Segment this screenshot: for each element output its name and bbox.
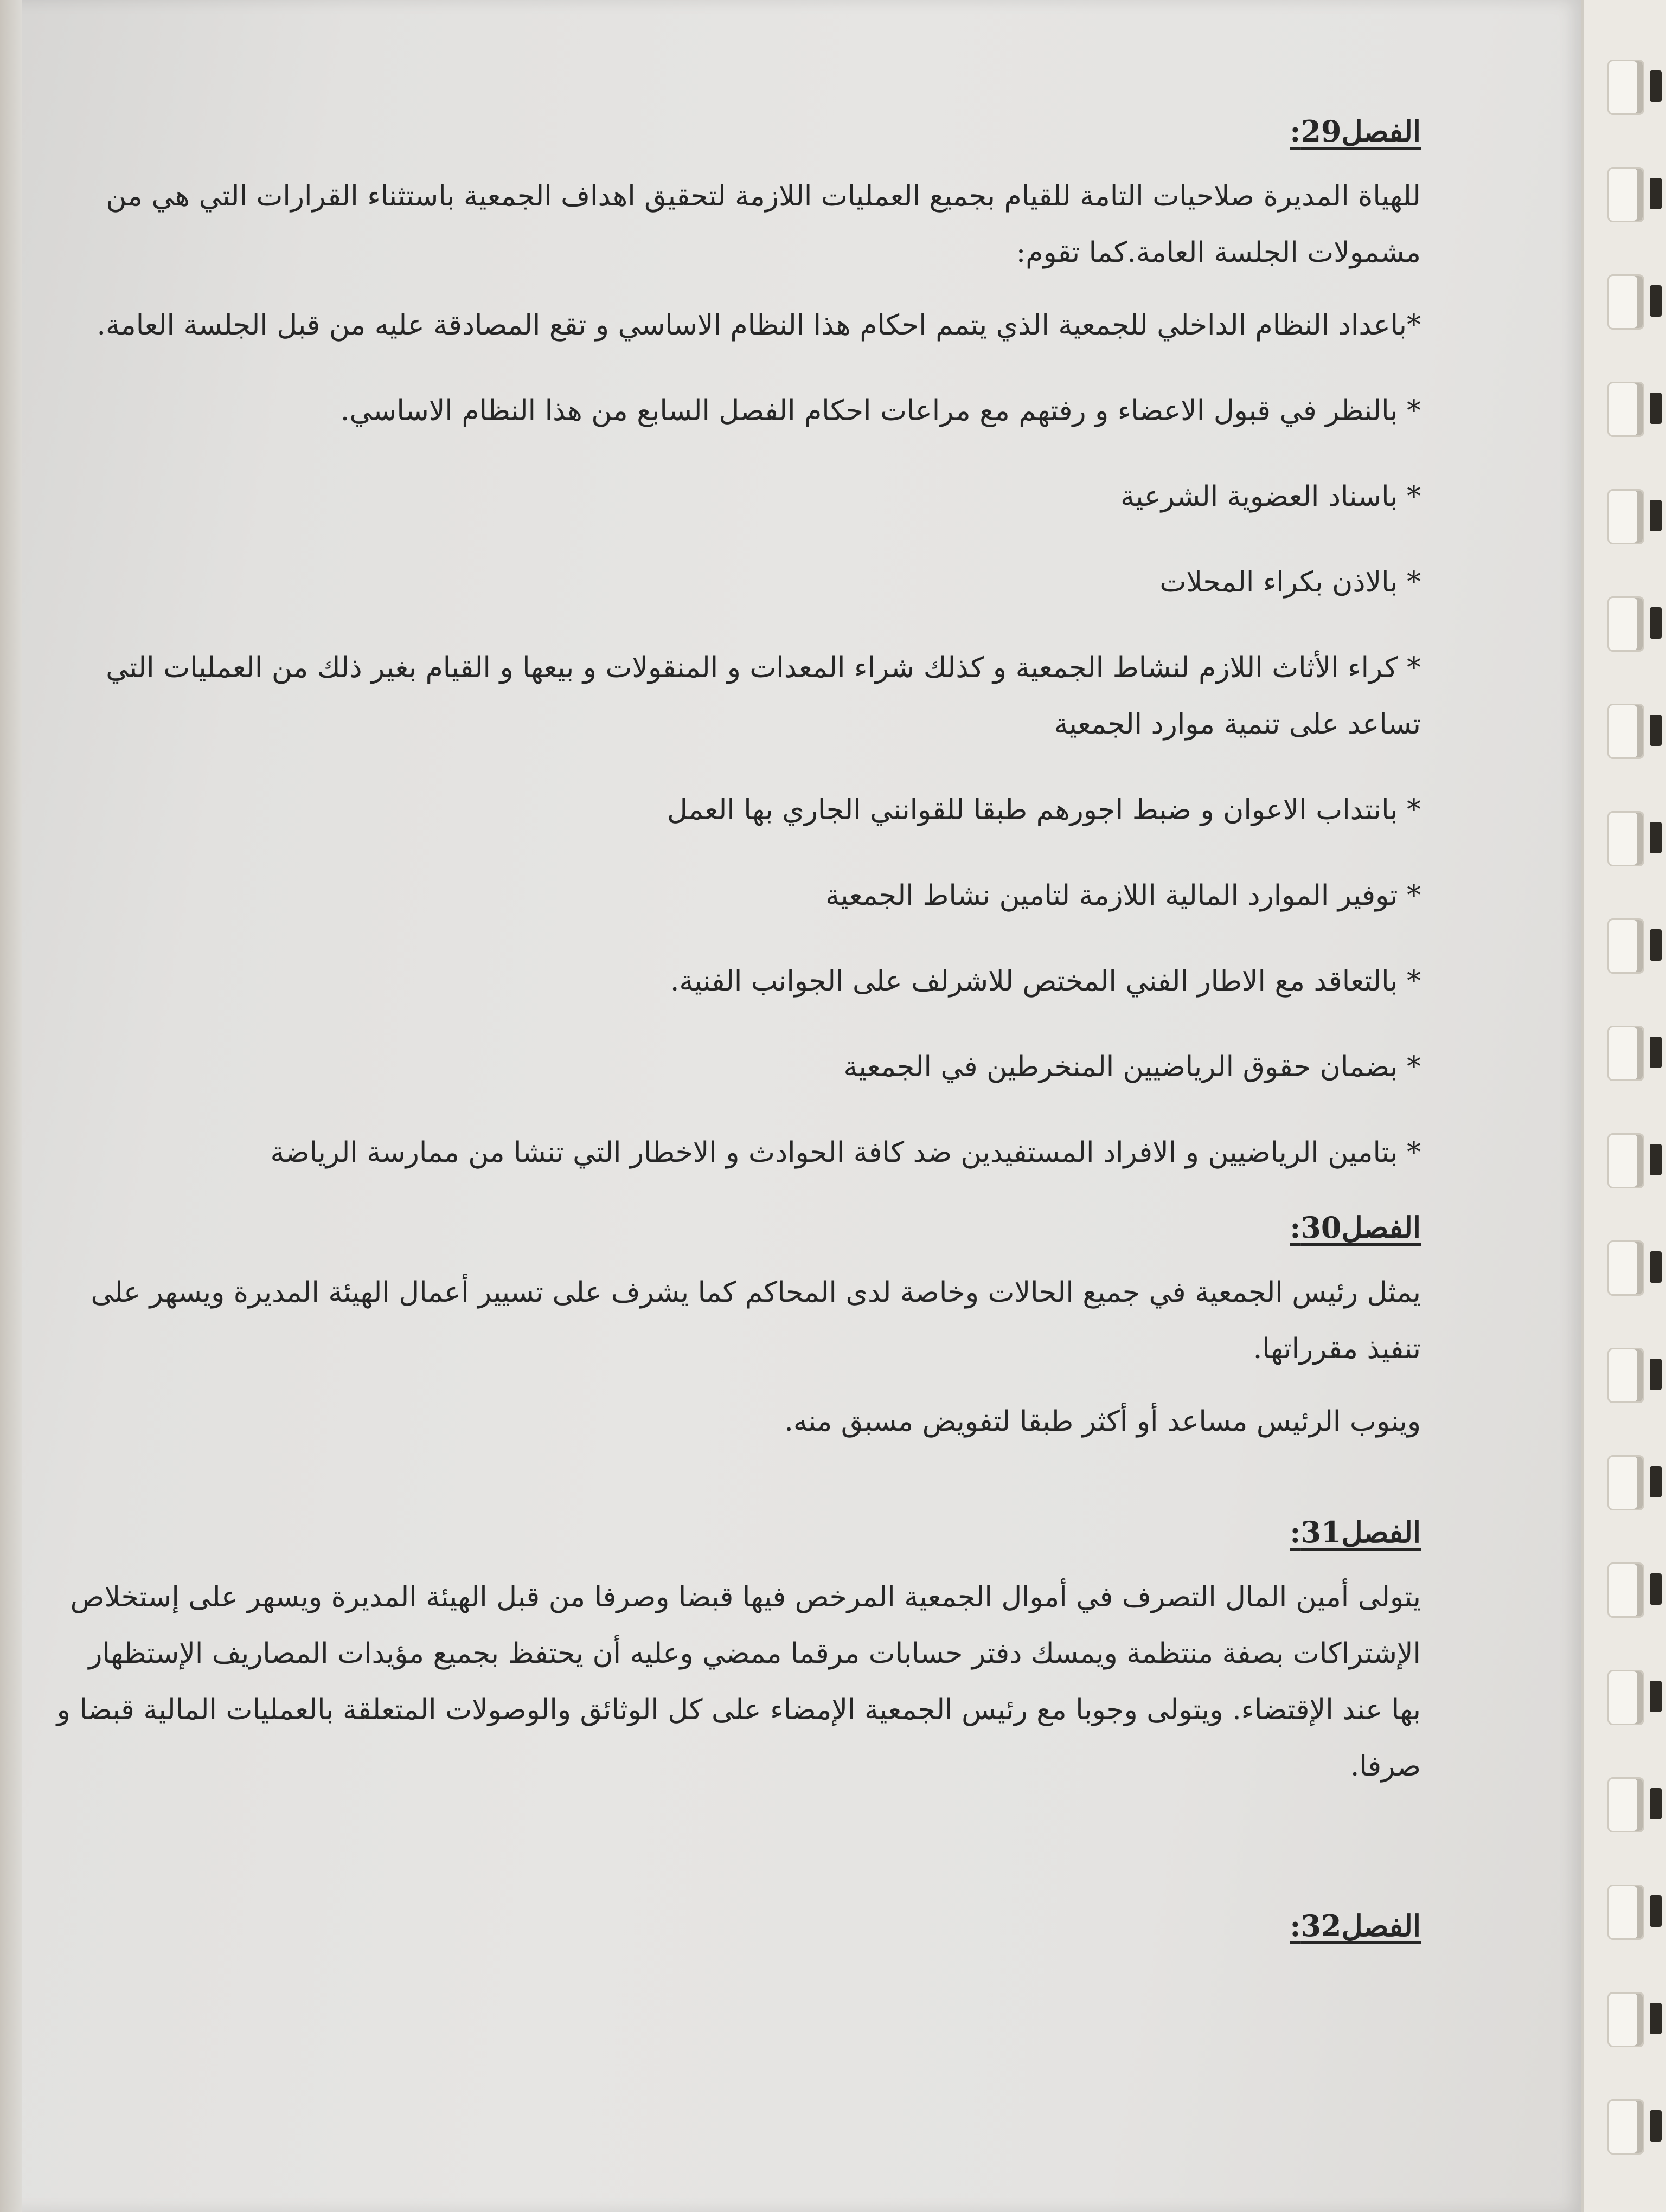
binding-coil [1607, 1133, 1644, 1188]
binding-coil [1607, 1026, 1644, 1081]
section-32 [54, 1908, 1421, 1943]
section-paragraph: يتولى أمين المال التصرف في أموال الجمعية المرخص فيها قبضا وصرفا من قبل الهيئة المديرة ويسهر على إستخلاص الإشتراكات بصفة منتظمة ويمسك دفتر حسابات مرقما ممضي وعليه أن يحتفظ بجميع مؤيدات المصاريف الإستظهار بها عند الإقتضاء. ويتولى وجوبا مع رئيس الجمعية الإمضاء على كل الوثائق والوصولات المتعلقة بالعمليات المالية قبضا و صرفا. [56, 1581, 1421, 1783]
binding-coil [1607, 596, 1644, 652]
binding-hole [1650, 1144, 1662, 1175]
binding-hole [1650, 607, 1662, 639]
document-body [54, 114, 1421, 1963]
binding-hole [1650, 1573, 1662, 1605]
binding-hole [1650, 70, 1662, 102]
binding-coil [1607, 489, 1644, 544]
binding-hole [1650, 1895, 1662, 1927]
binding-hole [1650, 285, 1662, 317]
section-29 [54, 114, 1421, 1181]
list-item: * بضمان حقوق الرياضيين المنخرطين في الجمعية [843, 1051, 1421, 1083]
spacer [54, 1860, 1421, 1908]
list-item: * بالاذن بكراء المحلات [1159, 566, 1421, 599]
page-shadow-edge [0, 0, 22, 2212]
list-item: * بتامين الرياضيين و الافراد المستفيدين ضد كافة الحوادث و الاخطار التي تنشا من ممارسة الرياضة [270, 1136, 1421, 1169]
binding-coil [1607, 1455, 1644, 1510]
binding-hole [1650, 822, 1662, 853]
section-paragraph: وينوب الرئيس مساعد أو أكثر طبقا لتفويض مسبق منه. [784, 1405, 1421, 1438]
binding-coil [1607, 811, 1644, 866]
binding-spine [1581, 0, 1666, 2212]
binding-coil [1607, 1562, 1644, 1618]
binding-coil [1607, 382, 1644, 437]
binding-coil [1607, 704, 1644, 759]
binding-coil [1607, 60, 1644, 115]
section-paragraph: للهياة المديرة صلاحيات التامة للقيام بجميع العمليات اللازمة لتحقيق اهداف الجمعية باستثناء القرارات التي هي من مشمولات الجلسة العامة.كما تقوم: [106, 180, 1421, 269]
binding-coil [1607, 1777, 1644, 1832]
spacer [54, 1466, 1421, 1515]
section-heading: الفصل32: [1290, 1908, 1421, 1943]
section-paragraph: يمثل رئيس الجمعية في جميع الحالات وخاصة لدى المحاكم كما يشرف على تسيير أعمال الهيئة المديرة ويسهر على تنفيذ مقرراتها. [91, 1276, 1421, 1365]
binding-hole [1650, 715, 1662, 746]
binding-coil [1607, 918, 1644, 974]
binding-coil [1607, 274, 1644, 330]
binding-coil [1607, 167, 1644, 222]
list-item: * بالتعاقد مع الاطار الفني المختص للاشرلف على الجوانب الفنية. [670, 965, 1421, 998]
binding-hole [1650, 2003, 1662, 2034]
binding-coil [1607, 2099, 1644, 2155]
binding-hole [1650, 1466, 1662, 1497]
binding-hole [1650, 393, 1662, 424]
binding-hole [1650, 500, 1662, 531]
binding-coil [1607, 1348, 1644, 1403]
binding-hole [1650, 1251, 1662, 1283]
binding-hole [1650, 1788, 1662, 1819]
list-item: * بانتداب الاعوان و ضبط اجورهم طبقا للقوانني الجاري بها العمل [667, 794, 1421, 826]
list-item: * بالنظر في قبول الاعضاء و رفتهم مع مراعات احكام الفصل السابع من هذا النظام الاساسي. [340, 395, 1421, 427]
binding-hole [1650, 929, 1662, 961]
binding-coil [1607, 1240, 1644, 1296]
section-30 [54, 1210, 1421, 1450]
section-31 [54, 1515, 1421, 1795]
section-heading: الفصل29: [1290, 114, 1421, 149]
binding-hole [1650, 1037, 1662, 1068]
section-heading: الفصل31: [1290, 1515, 1421, 1549]
list-item: * باسناد العضوية الشرعية [1120, 480, 1421, 513]
binding-coil [1607, 1992, 1644, 2047]
binding-hole [1650, 178, 1662, 209]
binding-coil [1607, 1670, 1644, 1725]
binding-hole [1650, 1359, 1662, 1390]
section-heading: الفصل30: [1290, 1210, 1421, 1245]
binding-hole [1650, 2110, 1662, 2142]
list-item: *باعداد النظام الداخلي للجمعية الذي يتمم احكام هذا النظام الاساسي و تقع المصادقة عليه من قبل الجلسة العامة. [97, 309, 1421, 342]
binding-coil [1607, 1885, 1644, 1940]
spacer [54, 1811, 1421, 1860]
list-item: * توفير الموارد المالية اللازمة لتامين نشاط الجمعية [825, 879, 1421, 912]
binding-hole [1650, 1681, 1662, 1712]
list-item: * كراء الأثاث اللازم لنشاط الجمعية و كذلك شراء المعدات و المنقولات و بيعها و القيام بغير ذلك من العمليات التي تساعد على تنمية موارد الجمعية [106, 652, 1421, 741]
